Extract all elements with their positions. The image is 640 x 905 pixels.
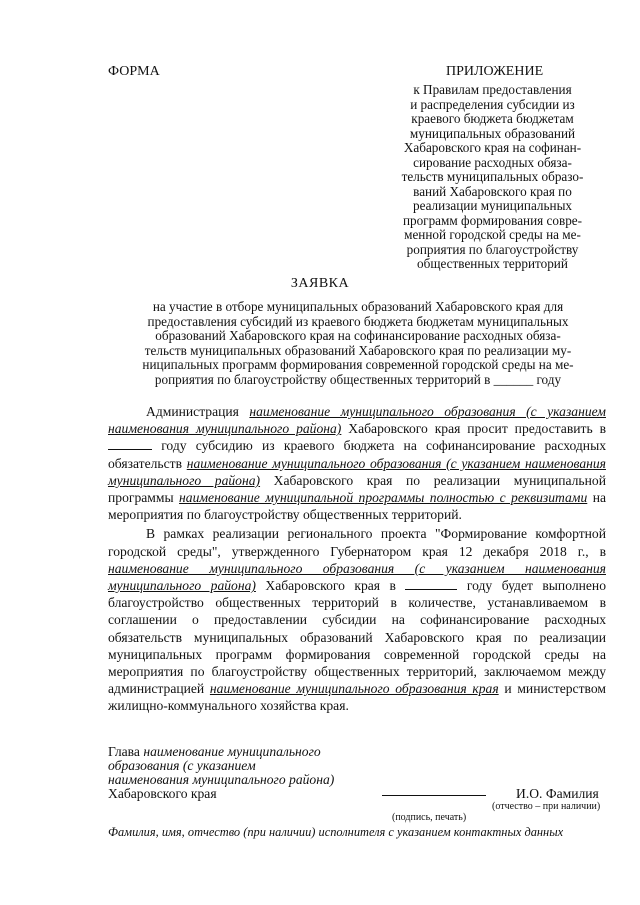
appendix-line: и распределения субсидии из (410, 96, 575, 112)
body-paragraph-2 (108, 525, 606, 714)
head-placeholder: наименование муниципального (143, 744, 321, 759)
municipality-placeholder: наименование муниципального образования (с указанием наименования муниципального района) (108, 455, 606, 488)
appendix-line: ваний Хабаровского края по (413, 183, 572, 199)
signature-line (108, 745, 608, 759)
appendix-text (380, 83, 605, 272)
form-label: ФОРМА (108, 64, 160, 79)
head-placeholder: образования (с указанием (108, 758, 256, 773)
head-placeholder: наименования муниципального района) (108, 772, 335, 787)
text-run: на мероприятия по благоустройству общественных территорий. (108, 490, 607, 523)
subtitle-line: образований Хабаровского края на софинансирование расходных обяза- (155, 328, 561, 343)
municipality-placeholder: наименование муниципального образования (с указанием наименования муниципального района) (108, 560, 606, 594)
text-run: Хабаровского края в (255, 578, 406, 594)
patronymic-hint: (отчество – при наличии) (492, 801, 601, 812)
subtitle-line: предоставления субсидий из краевого бюджета бюджетам муниципальных (147, 313, 569, 329)
appendix-line: муниципальных образований (409, 125, 576, 141)
executor-footer: Фамилия, имя, отчество (при наличии) исполнителя с указанием контактных данных (108, 825, 564, 839)
subtitle-line: тельств муниципальных образований Хабаровского края по реализации му- (144, 342, 572, 358)
appendix-line: роприятия по благоустройству (406, 241, 579, 257)
text-run: году субсидию из краевого бюджета на софинансирование расходных обязательств (108, 438, 606, 471)
appendix-line: программ формирования совре- (402, 212, 583, 228)
document-body (108, 403, 606, 715)
appendix-line: реализации муниципальных (412, 198, 573, 213)
text-run: и министерством жилищно-коммунального хозяйства края. (108, 681, 606, 714)
signature-hint: (подпись, печать) (392, 812, 467, 823)
appendix-line: тельств муниципальных образо- (401, 169, 584, 184)
text-run: Администрация (146, 404, 250, 419)
text-run: Глава (108, 744, 144, 759)
body-paragraph-1 (108, 403, 606, 523)
program-placeholder: наименование муниципальной программы полностью с реквизитами (179, 490, 588, 506)
document-title: ЗАЯВКА (290, 276, 350, 291)
municipality-placeholder: наименование муниципального образования (с указанием наименования муниципального района) (108, 404, 606, 437)
municipality-placeholder: наименование муниципального образования края (209, 681, 499, 697)
subtitle-line: роприятия по благоустройству общественных территорий в ______ году (154, 371, 562, 387)
text-run: году будет выполнено благоустройство общественных территорий в количестве, устанавливаемом в соглашении о предоставлении субсидии на софинансирование расходных обязательств муниципальных образований Хабаровского края по реализации муниципальных программ формирования современной городской среды на мероприятия по благоустройству общественных территорий, заключаемом между администрацией (108, 578, 606, 697)
appendix-line: сирование расходных обяза- (413, 154, 572, 170)
appendix-label: ПРИЛОЖЕНИЕ (446, 64, 544, 79)
appendix-line: общественных территорий (417, 256, 568, 271)
text-run: Хабаровского края просит предоставить в (341, 421, 606, 437)
subtitle-line: ниципальных программ формирования современной городской среды на ме- (142, 357, 574, 372)
year-blank (108, 437, 152, 450)
year-blank (405, 577, 457, 590)
subtitle-line: на участие в отборе муниципальных образований Хабаровского края для (152, 299, 564, 314)
document-subtitle (108, 300, 608, 387)
region-label: Хабаровского края (108, 786, 217, 801)
appendix-line: к Правилам предоставления (413, 82, 572, 97)
signer-name: И.О. Фамилия (516, 786, 599, 801)
text-run: В рамках реализации регионального проекта "Формирование комфортной городской среды", утвержденного Губернатором края 12 декабря 2018 г., в (108, 526, 606, 559)
appendix-line: краевого бюджета бюджетам (411, 111, 574, 126)
signature-field-line (382, 795, 486, 796)
text-run: Хабаровского края по реализации муниципальной программы (108, 472, 606, 506)
appendix-line: Хабаровского края на софинан- (403, 140, 582, 155)
appendix-line: менной городской среды на ме- (404, 227, 581, 242)
